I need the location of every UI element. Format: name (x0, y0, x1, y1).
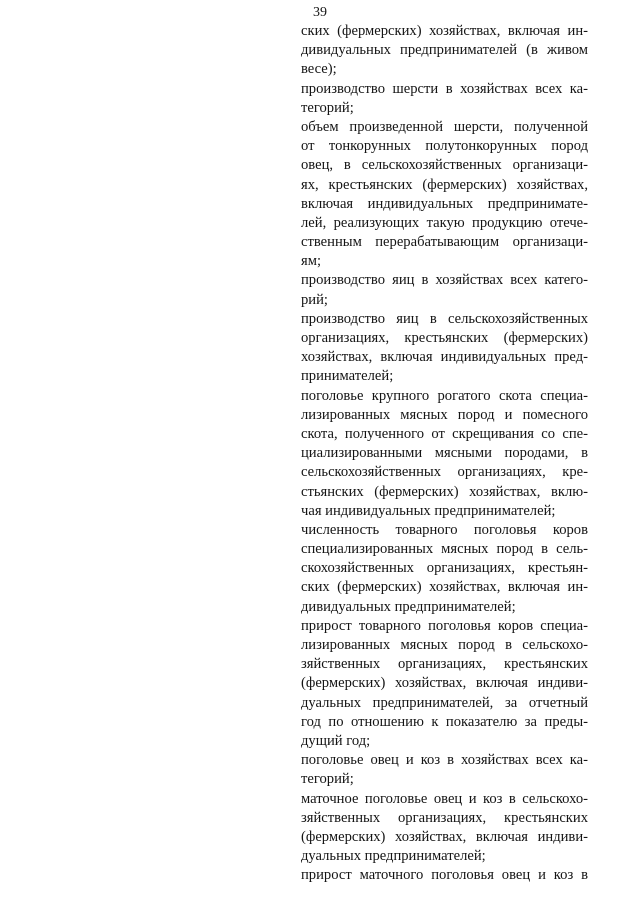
text-line: овец, в сельскохозяйственных организаци- (301, 157, 588, 174)
text-line: зяйственных организациях, крестьянских (301, 656, 588, 673)
text-line: от тонкорунных полутонкорунных пород (301, 138, 588, 155)
text-line: ях, крестьянских (фермерских) хозяйствах, (301, 176, 588, 193)
text-line: численность товарного поголовья коров (301, 521, 588, 538)
text-line: поголовье овец и коз в хозяйствах всех ка- (301, 752, 588, 769)
text-line: ских (фермерских) хозяйствах, включая ин- (301, 579, 588, 596)
text-line: производство шерсти в хозяйствах всех ка- (301, 80, 588, 97)
text-line: тегорий; (301, 771, 354, 788)
text-line: скохозяйственных организациях, крестьян- (301, 560, 588, 577)
text-line: прирост маточного поголовья овец и коз в (301, 867, 588, 884)
text-line: хозяйствах, включая индивидуальных пред- (301, 349, 588, 366)
text-line: дуальных предпринимателей; (301, 848, 486, 865)
text-line: ственным перерабатывающим организаци- (301, 234, 588, 251)
text-line: зяйственных организациях, крестьянских (301, 809, 588, 826)
text-line: ских (фермерских) хозяйствах, включая ин- (301, 23, 588, 39)
text-line: объем произведенной шерсти, полученной (301, 118, 588, 135)
text-line: сельскохозяйственных организациях, кре- (301, 464, 588, 481)
text-line: прирост товарного поголовья коров специа- (301, 617, 588, 634)
text-line: стьянских (фермерских) хозяйствах, вклю- (301, 483, 588, 500)
text-line: год по отношению к показателю за преды- (301, 713, 588, 730)
text-line: включая индивидуальных предпринимате- (301, 195, 588, 212)
text-line: специализированных мясных пород в сель- (301, 541, 588, 558)
text-line: дуальных предпринимателей, за отчетный (301, 694, 588, 711)
text-line: лей, реализующих такую продукцию отече- (301, 214, 588, 231)
text-line: принимателей; (301, 368, 394, 385)
text-line: скота, полученного от скрещивания со спе- (301, 425, 588, 442)
text-line: организациях, крестьянских (фермерских) (301, 330, 588, 346)
text-line: рий; (301, 291, 328, 308)
text-line: поголовье крупного рогатого скота специа- (301, 387, 588, 404)
text-line: ям; (301, 253, 322, 270)
text-line: (фермерских) хозяйствах, включая индиви- (301, 828, 588, 845)
text-line: производство яиц в хозяйствах всех катего- (301, 272, 588, 289)
text-line: дивидуальных предпринимателей; (301, 598, 516, 615)
text-line: тегорий; (301, 99, 354, 116)
page-number: 39 (313, 5, 327, 20)
text-line: (фермерских) хозяйствах, включая индиви- (301, 675, 588, 692)
text-line: циализированными мясными породами, в (301, 445, 588, 462)
text-line: лизированных мясных пород в сельскохо- (301, 637, 588, 653)
text-line: маточное поголовье овец и коз в сельскохо- (301, 790, 588, 807)
text-line: дущий год; (301, 732, 371, 749)
text-line: дивидуальных предпринимателей (в живом (301, 42, 588, 59)
text-line: производство яиц в сельскохозяйственных (301, 310, 588, 327)
text-line: лизированных мясных пород и помесного (301, 406, 588, 423)
text-line: весе); (301, 61, 337, 78)
text-line: чая индивидуальных предпринимателей; (301, 502, 556, 519)
text-column (301, 22, 588, 885)
